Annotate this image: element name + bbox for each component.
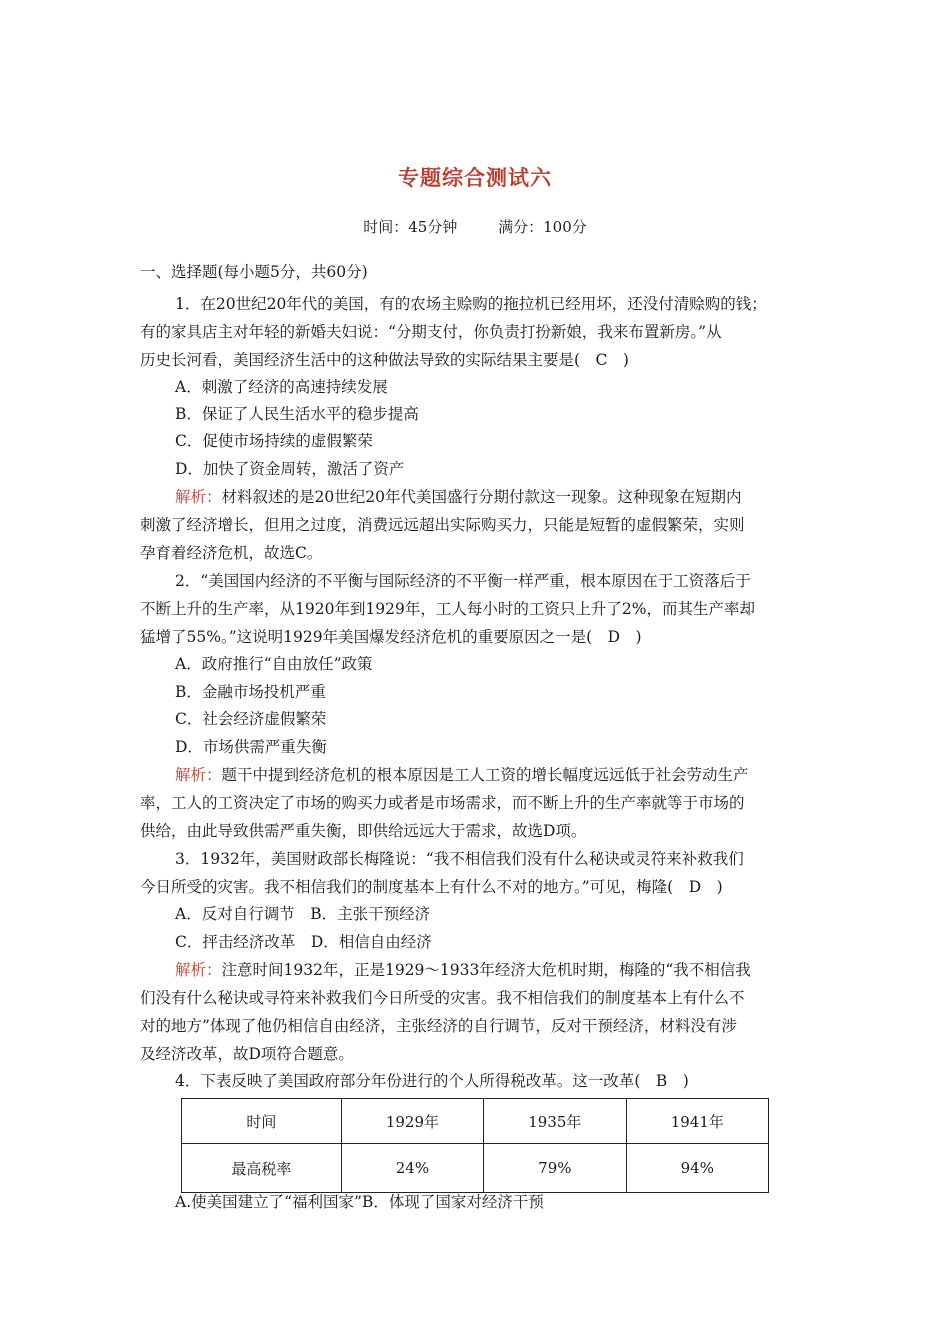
table-cell: 24% (341, 1144, 483, 1193)
table-cell: 79% (484, 1144, 626, 1193)
q4-stem: 4．下表反映了美国政府部分年份进行的个人所得税改革。这一改革( B ) (175, 1072, 689, 1090)
q1-explanation-text: 材料叙述的是20世纪20年代美国盛行分期付款这一现象。这种现象在短期内 (221, 488, 742, 506)
tax-rate-table (181, 1098, 769, 1193)
table-header-cell: 时间 (182, 1099, 342, 1144)
section-heading: 一、选择题(每小题5分，共60分) (140, 263, 368, 281)
q3-explanation-line-3: 对的地方”体现了他仍相信自由经济，主张经济的自行调节，反对干预经济，材料没有涉 (140, 1017, 737, 1035)
q1-explanation-line-1 (175, 487, 741, 507)
q2-option-a: A．政府推行“自由放任”政策 (175, 655, 373, 673)
q3-explanation-text: 注意时间1932年，正是1929～1933年经济大危机时期，梅隆的“我不相信我 (221, 961, 751, 979)
table-row (182, 1144, 769, 1193)
q3-stem-line-1: 3．1932年，美国财政部长梅隆说：“我不相信我们没有什么秘诀或灵符来补救我们 (175, 850, 744, 868)
q1-stem-line-2: 有的家具店主对年轻的新婚夫妇说：“分期支付，你负责打扮新娘，我来布置新房。”从 (140, 323, 722, 341)
q1-option-d: D．加快了资金周转，激活了资产 (175, 460, 405, 478)
q2-explanation-line-1 (175, 765, 749, 785)
q1-explanation-line-2: 刺激了经济增长，但用之过度，消费远远超出实际购买力，只能是短暂的虚假繁荣，实则 (140, 516, 745, 534)
q3-options-ab: A．反对自行调节 B．主张干预经济 (175, 905, 431, 923)
table-header-cell: 1941年 (626, 1099, 768, 1144)
q4-options-ab: A.使美国建立了“福利国家”B．体现了国家对经济干预 (175, 1193, 544, 1211)
table-cell: 94% (626, 1144, 768, 1193)
q2-explanation-text: 题干中提到经济危机的根本原因是工人工资的增长幅度远远低于社会劳动生产 (221, 766, 749, 784)
page-title: 专题综合测试六 (398, 165, 552, 190)
q1-option-c: C．促使市场持续的虚假繁荣 (175, 432, 373, 450)
q1-explanation-line-3: 孕育着经济危机，故选C。 (140, 544, 323, 562)
table-header-cell: 1929年 (341, 1099, 483, 1144)
q1-stem-line-3: 历史长河看，美国经济生活中的这种做法导致的实际结果主要是( C ) (140, 351, 629, 369)
q2-explanation-line-2: 率，工人的工资决定了市场的购买力或者是市场需求，而不断上升的生产率就等于市场的 (140, 794, 745, 812)
q3-explanation-line-4: 及经济改革，故D项符合题意。 (140, 1045, 354, 1063)
q2-option-d: D．市场供需严重失衡 (175, 738, 327, 756)
q1-explanation-label: 解析： (175, 488, 222, 506)
table-header-cell: 1935年 (484, 1099, 626, 1144)
exam-meta (0, 216, 950, 237)
q2-stem-line-2: 不断上升的生产率，从1920年到1929年，工人每小时的工资只上升了2%，而其生产率却 (140, 600, 755, 618)
table-cell: 最高税率 (182, 1144, 342, 1193)
exam-score: 满分：100分 (498, 218, 587, 236)
q2-stem-line-3: 猛增了55%。”这说明1929年美国爆发经济危机的重要原因之一是( D ) (140, 628, 642, 646)
q2-option-c: C．社会经济虚假繁荣 (175, 710, 327, 728)
q2-explanation-line-3: 供给，由此导致供需严重失衡，即供给远远大于需求，故选D项。 (140, 822, 587, 840)
table-header-row (182, 1099, 769, 1144)
q3-explanation-line-2: 们没有什么秘诀或寻符来补救我们今日所受的灾害。我不相信我们的制度基本上有什么不 (140, 989, 745, 1007)
q1-option-b: B．保证了人民生活水平的稳步提高 (175, 405, 419, 423)
q1-option-a: A．刺激了经济的高速持续发展 (175, 378, 388, 396)
q2-explanation-label: 解析： (175, 766, 222, 784)
q3-explanation-line-1 (175, 960, 751, 980)
q1-stem-line-1: 1．在20世纪20年代的美国，有的农场主赊购的拖拉机已经用坏，还没付清赊购的钱； (175, 295, 767, 313)
q3-stem-line-2: 今日所受的灾害。我不相信我们的制度基本上有什么不对的地方。”可见，梅隆( D ) (140, 878, 723, 896)
q3-options-cd: C．抨击经济改革 D．相信自由经济 (175, 933, 432, 951)
exam-time: 时间：45分钟 (363, 218, 458, 236)
q2-stem-line-1: 2．“美国国内经济的不平衡与国际经济的不平衡一样严重，根本原因在于工资落后于 (175, 572, 751, 590)
q3-explanation-label: 解析： (175, 961, 222, 979)
q2-option-b: B．金融市场投机严重 (175, 683, 326, 701)
